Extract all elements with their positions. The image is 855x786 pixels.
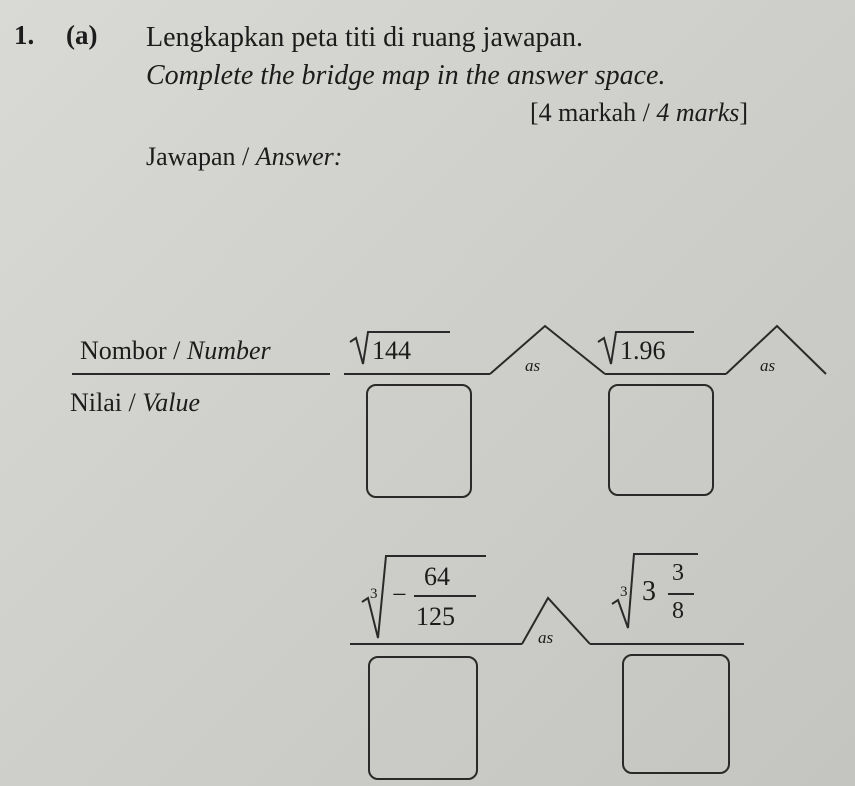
bridge-arch-1 bbox=[490, 326, 605, 374]
bridge-arch-2 bbox=[726, 326, 826, 374]
instruction-english: Complete the bridge map in the answer space. bbox=[146, 60, 666, 91]
row-label-number-english: Number bbox=[186, 336, 271, 365]
numerator-3: 3 bbox=[672, 560, 684, 586]
answer-label-english: Answer: bbox=[255, 142, 343, 171]
row-label-value-malay: Nilai / bbox=[70, 388, 143, 417]
radicand-144: 144 bbox=[372, 336, 411, 365]
question-part: (a) bbox=[66, 20, 98, 50]
answer-box-3[interactable] bbox=[368, 656, 478, 780]
whole-number-3: 3 bbox=[642, 576, 656, 607]
relating-factor-as-2: as bbox=[760, 356, 776, 375]
question-number: 1. bbox=[14, 20, 35, 50]
negative-sign: − bbox=[392, 580, 407, 609]
instruction-malay: Lengkapkan peta titi di ruang jawapan. bbox=[146, 22, 583, 53]
answer-box-1[interactable] bbox=[366, 384, 472, 498]
root-index-3b: 3 bbox=[620, 584, 628, 600]
answer-box-4[interactable] bbox=[622, 654, 730, 774]
row-label-value-english: Value bbox=[142, 388, 200, 417]
marks-english: 4 marks bbox=[656, 98, 740, 127]
relating-factor-as-3: as bbox=[538, 628, 554, 647]
marks-malay: [4 markah / bbox=[530, 98, 657, 127]
root-index-3a: 3 bbox=[370, 586, 378, 602]
denominator-125: 125 bbox=[416, 602, 455, 631]
answer-box-2[interactable] bbox=[608, 384, 714, 496]
denominator-8: 8 bbox=[672, 598, 684, 624]
relating-factor-as-1: as bbox=[525, 356, 541, 375]
marks-close: ] bbox=[739, 98, 749, 127]
bridge-arch-3 bbox=[522, 598, 590, 644]
row-label-number-malay: Nombor / bbox=[80, 336, 187, 365]
numerator-64: 64 bbox=[424, 562, 450, 591]
answer-label-malay: Jawapan / bbox=[146, 142, 256, 171]
radicand-1-96: 1.96 bbox=[620, 336, 666, 365]
